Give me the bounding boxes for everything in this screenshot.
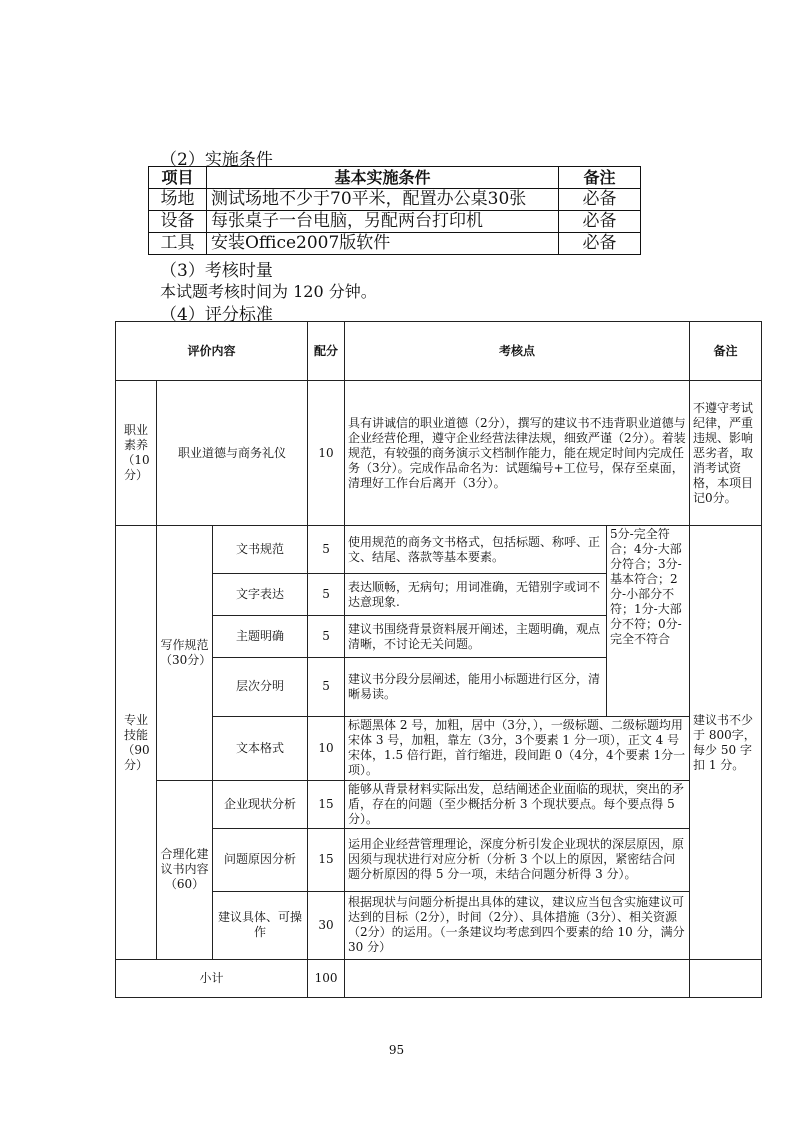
page-number: 95 — [388, 1043, 405, 1057]
item-score: 30 — [308, 891, 345, 959]
professional-quality-row — [116, 381, 762, 526]
item-points: 具有讲诚信的职业道德（2分），撰写的建议书不违背职业道德与企业经营伦理，遵守企业经营法律法规，细致严谨（2分）。着装规范，有较强的商务演示文档制作能力，能在规定时间内完成任务（3分）。完成作品命名为：试题编号+工位号，保存至桌面，清理好工作台后离开（3分）。 — [345, 381, 690, 526]
header-remark: 备注 — [559, 167, 641, 189]
implementation-conditions-table — [148, 166, 641, 255]
item-remark: 不遵守考试纪律，严重违规、影响恶劣者，取消考试资格，本项目记0分。 — [690, 381, 762, 526]
condition-item: 设备 — [149, 211, 207, 233]
item-name: 问题原因分析 — [213, 828, 308, 891]
item-score: 5 — [308, 658, 345, 716]
item-score: 10 — [308, 381, 345, 526]
item-score: 10 — [308, 716, 345, 780]
section-2-heading: （2）实施条件 — [160, 150, 273, 170]
item-score: 5 — [308, 616, 345, 658]
category-professional-skill: 专业技能（90分） — [116, 526, 157, 960]
conditions-header-row — [149, 167, 641, 189]
item-score: 5 — [308, 574, 345, 616]
group-writing-standards: 写作规范（30分） — [157, 526, 213, 780]
item-points: 根据现状与问题分析提出具体的建议，建议应当包含实施建议可达到的目标（2分），时间（2分）、具体措施（3分）、相关资源（2分）的运用。（一条建议均考虑到四个要素的给 10 分，满分 30 分） — [345, 891, 690, 959]
condition-remark: 必备 — [559, 189, 641, 211]
skill-remark: 建议书不少于 800字，每少 50 字扣 1 分。 — [690, 526, 762, 960]
content-row-status-analysis — [116, 780, 762, 828]
item-name: 文字表达 — [213, 574, 308, 616]
writing-grading-scale: 5分-完全符合；4分-大部分符合；3分-基本符合；2分-小部分不符；1分-大部分不符；0分-完全不符合 — [607, 526, 690, 716]
conditions-row-tools — [149, 233, 641, 255]
condition-detail: 每张桌子一台电脑，另配两台打印机 — [207, 211, 559, 233]
item-points: 表达顺畅，无病句；用词准确，无错别字或词不达意现象. — [345, 574, 607, 616]
conditions-row-equipment — [149, 211, 641, 233]
condition-item: 场地 — [149, 189, 207, 211]
header-remark: 备注 — [690, 322, 762, 381]
group-proposal-content: 合理化建议书内容（60） — [157, 780, 213, 959]
header-assessment-points: 考核点 — [345, 322, 690, 381]
header-conditions: 基本实施条件 — [207, 167, 559, 189]
scoring-header-row — [116, 322, 762, 381]
item-name: 主题明确 — [213, 616, 308, 658]
writing-row-document-format — [116, 526, 762, 574]
writing-row-text-format — [116, 716, 762, 780]
item-name: 文书规范 — [213, 526, 308, 574]
subtotal-score: 100 — [308, 959, 345, 997]
subtotal-label: 小计 — [116, 959, 308, 997]
section-3-heading: （3）考核时量 — [160, 261, 273, 281]
item-score: 15 — [308, 780, 345, 828]
section-4-heading: （4）评分标准 — [160, 305, 273, 325]
item-score: 15 — [308, 828, 345, 891]
scoring-criteria-table — [115, 321, 762, 998]
item-points: 运用企业经营管理理论，深度分析引发企业现状的深层原因，原因须与现状进行对应分析（分析 3 个以上的原因，紧密结合问题分析原因的得 5 分一项，未结合问题分析得 3 分）。 — [345, 828, 690, 891]
item-points: 使用规范的商务文书格式，包括标题、称呼、正文、结尾、落款等基本要素。 — [345, 526, 607, 574]
conditions-row-venue — [149, 189, 641, 211]
item-ethics-etiquette: 职业道德与商务礼仪 — [157, 381, 308, 526]
content-row-suggestions — [116, 891, 762, 959]
header-evaluation-content: 评价内容 — [116, 322, 308, 381]
item-points: 标题黑体 2 号，加粗，居中（3分，），一级标题、二级标题均用宋体 3 号，加粗，靠左（3分，3个要素 1 分一项），正文 4 号宋体，1.5 倍行距，首行缩进，段间距 0（4分，4个要素 1分一项）。 — [345, 716, 690, 780]
item-name: 企业现状分析 — [213, 780, 308, 828]
item-points: 建议书分段分层阐述，能用小标题进行区分，清晰易读。 — [345, 658, 607, 716]
condition-detail: 安装Office2007版软件 — [207, 233, 559, 255]
category-professional-quality: 职业素养（10分） — [116, 381, 157, 526]
header-item: 项目 — [149, 167, 207, 189]
condition-remark: 必备 — [559, 211, 641, 233]
item-name: 文本格式 — [213, 716, 308, 780]
item-points: 能够从背景材料实际出发，总结阐述企业面临的现状，突出的矛盾，存在的问题（至少概括分析 3 个现状要点。每个要点得 5 分）。 — [345, 780, 690, 828]
condition-detail: 测试场地不少于70平米，配置办公桌30张 — [207, 189, 559, 211]
item-points: 建议书围绕背景资料展开阐述，主题明确，观点清晰，不讨论无关问题。 — [345, 616, 607, 658]
item-name: 建议具体、可操作 — [213, 891, 308, 959]
exam-duration-text: 本试题考核时间为 120 分钟。 — [160, 282, 377, 301]
subtotal-row — [116, 959, 762, 997]
item-score: 5 — [308, 526, 345, 574]
content-row-cause-analysis — [116, 828, 762, 891]
subtotal-empty-cell — [345, 959, 690, 997]
subtotal-remark-cell — [690, 959, 762, 997]
condition-remark: 必备 — [559, 233, 641, 255]
header-score: 配分 — [308, 322, 345, 381]
item-name: 层次分明 — [213, 658, 308, 716]
condition-item: 工具 — [149, 233, 207, 255]
